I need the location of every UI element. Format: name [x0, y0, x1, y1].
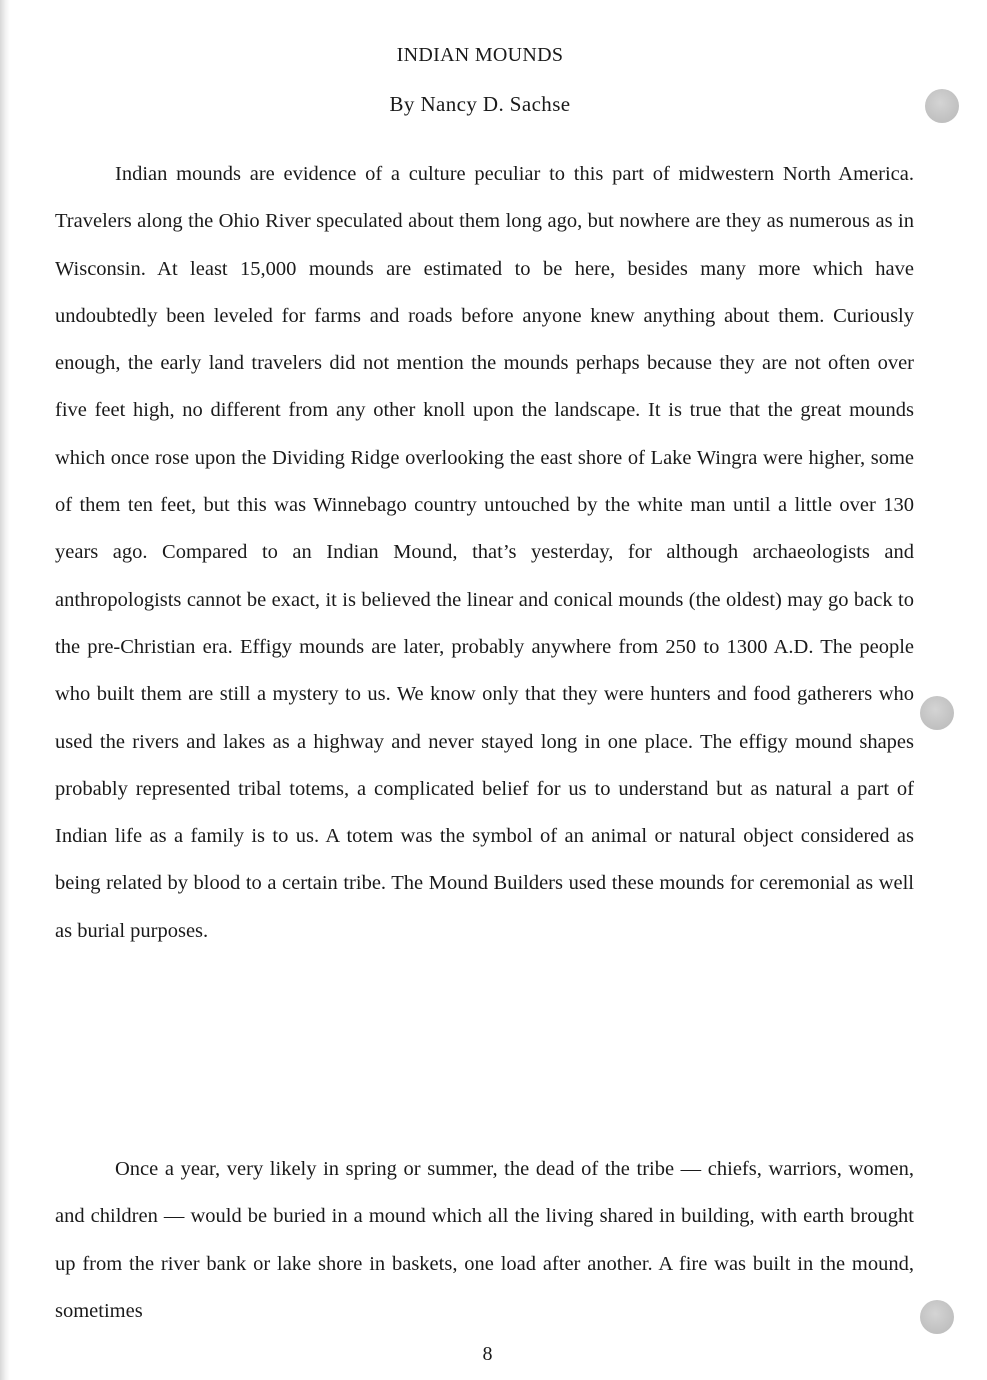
page-edge-shadow — [0, 0, 10, 1380]
paragraph-2: Once a year, very likely in spring or summer, the dead of the tribe — chiefs, warriors, women, and children — would be buried in a mound which all the living shared in building, with earth brought up from the river bank or lake shore in baskets, one load after another. A fire was built in the mound, sometimes — [55, 1158, 914, 1322]
author-byline: By Nancy D. Sachse — [389, 92, 571, 116]
punch-hole-bottom — [920, 1300, 954, 1334]
punch-hole-top — [925, 89, 959, 123]
page-number: 8 — [482, 1343, 493, 1365]
paragraph-1: Indian mounds are evidence of a culture peculiar to this part of midwestern North America. Travelers along the Ohio River speculated about them long ago, but nowhere are they as numerous as in Wisconsin. At least 15,000 mounds are estimated to be here, besides many more which have undoubtedly been leveled for farms and roads before anyone knew anything about them. Curiously enough, the early land travelers did not mention the mounds perhaps because they are not often over five feet high, no different from any other knoll upon the landscape. It is true that the great mounds which once rose upon the Dividing Ridge overlooking the east shore of Lake Wingra were higher, some of them ten feet, but this was Winnebago country untouched by the white man until a little over 130 years ago. Compared to an Indian Mound, that’s yesterday, for although archaeologists and anthropologists cannot be exact, it is believed the linear and conical mounds (the oldest) may go back to the pre-Christian era. Effigy mounds are later, probably anywhere from 250 to 1300 A.D. The people who built them are still a mystery to us. We know only that they were hunters and food gatherers who used the rivers and lakes as a highway and never stayed long in one place. The effigy mound shapes probably represented tribal totems, a complicated belief for us to understand but as natural a part of Indian life as a family is to us. A totem was the symbol of an animal or natural object considered as being related by blood to a certain tribe. The Mound Builders used these mounds for ceremonial as well as burial purposes. — [55, 163, 914, 942]
document-title: INDIAN MOUNDS — [396, 44, 564, 66]
punch-hole-middle — [920, 696, 954, 730]
